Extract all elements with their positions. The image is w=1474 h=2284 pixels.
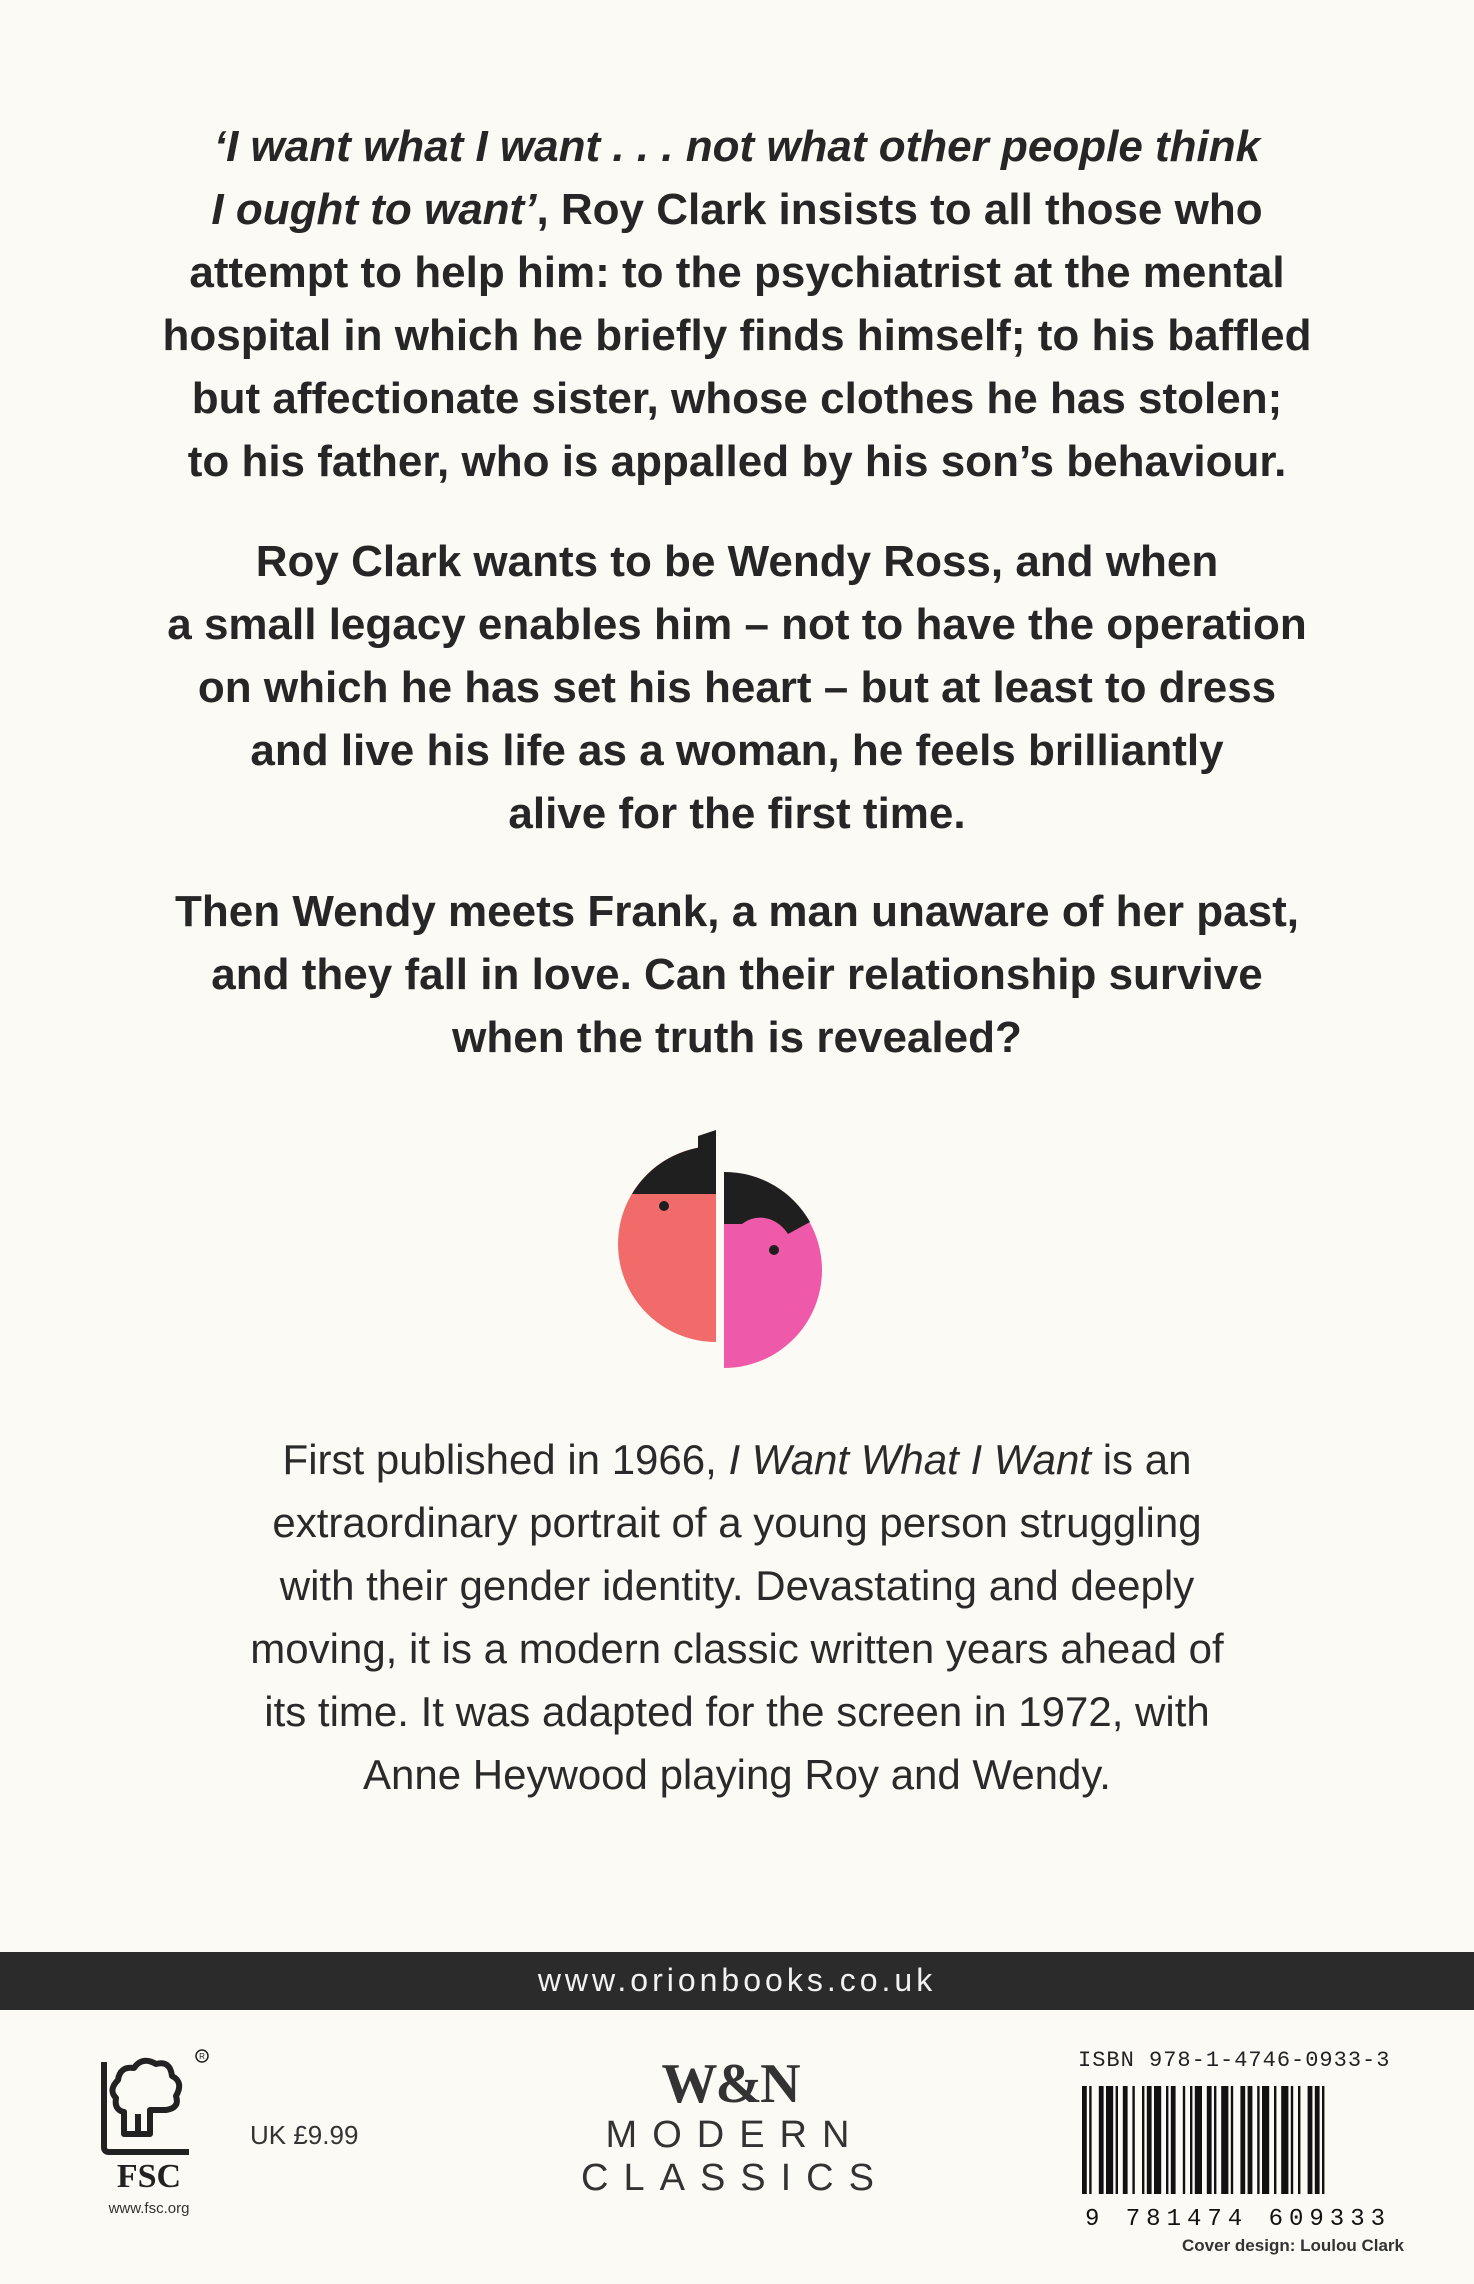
blurb-line: and live his life as a woman, he feels brilliantly: [250, 726, 1224, 775]
series-name: MODERN CLASSICS: [581, 2114, 889, 2199]
blurb-paragraph-2: [80, 530, 1394, 845]
blurb-line: to his father, who is appalled by his son’s behaviour.: [187, 437, 1287, 486]
fsc-label: FSC: [116, 2158, 182, 2195]
blurb-line: Then Wendy meets Frank, a man unaware of her past,: [175, 887, 1299, 936]
fsc-url: www.fsc.org: [108, 2200, 190, 2217]
blurb-line: a small legacy enables him – not to have the operation: [167, 600, 1307, 649]
blurb-line: Roy Clark wants to be Wendy Ross, and when: [255, 537, 1219, 586]
publisher-logo: W&N: [661, 2053, 799, 2115]
svg-text:R: R: [199, 2052, 205, 2061]
blurb-line: attempt to help him: to the psychiatrist at the mental: [189, 248, 1285, 297]
blurb-line: ‘I want what I want . . . not what other people think: [213, 122, 1261, 171]
blurb-line: but affectionate sister, whose clothes he has stolen;: [191, 374, 1283, 423]
barcode-icon: [1068, 2082, 1408, 2230]
blurb-line: on which he has set his heart – but at least to dress: [197, 663, 1277, 712]
summary-line: extraordinary portrait of a young person struggling: [272, 1499, 1202, 1546]
two-faces-logo-icon: [618, 1128, 822, 1368]
book-title: I Want What I Want: [728, 1436, 1092, 1483]
summary-line: Anne Heywood playing Roy and Wendy.: [363, 1751, 1111, 1798]
price: UK £9.99: [250, 2120, 359, 2150]
summary-line: with their gender identity. Devastating and deeply: [279, 1562, 1195, 1609]
summary-paragraph: [80, 1428, 1394, 1806]
blurb-paragraph-3: [80, 880, 1394, 1069]
blurb-line: and they fall in love. Can their relationship survive: [211, 950, 1263, 999]
summary-line: First published in 1966, I Want What I Want is an: [282, 1436, 1192, 1483]
blurb-paragraph-1: [80, 115, 1394, 493]
blurb-line: I ought to want’, Roy Clark insists to all those who: [211, 185, 1263, 234]
cover-credit: Cover design: Loulou Clark: [1182, 2236, 1404, 2255]
publisher-url[interactable]: www.orionbooks.co.uk: [537, 1962, 937, 1998]
barcode-digits: 9 781474 609333: [1084, 2206, 1392, 2230]
blurb-line: alive for the first time.: [508, 789, 966, 838]
blurb-line: when the truth is revealed?: [452, 1013, 1022, 1062]
summary-line: its time. It was adapted for the screen in 1972, with: [264, 1688, 1210, 1735]
blurb-line: hospital in which he briefly finds himself; to his baffled: [162, 311, 1312, 360]
summary-line: moving, it is a modern classic written years ahead of: [250, 1625, 1224, 1672]
isbn: ISBN 978-1-4746-0933-3: [1078, 2048, 1391, 2073]
